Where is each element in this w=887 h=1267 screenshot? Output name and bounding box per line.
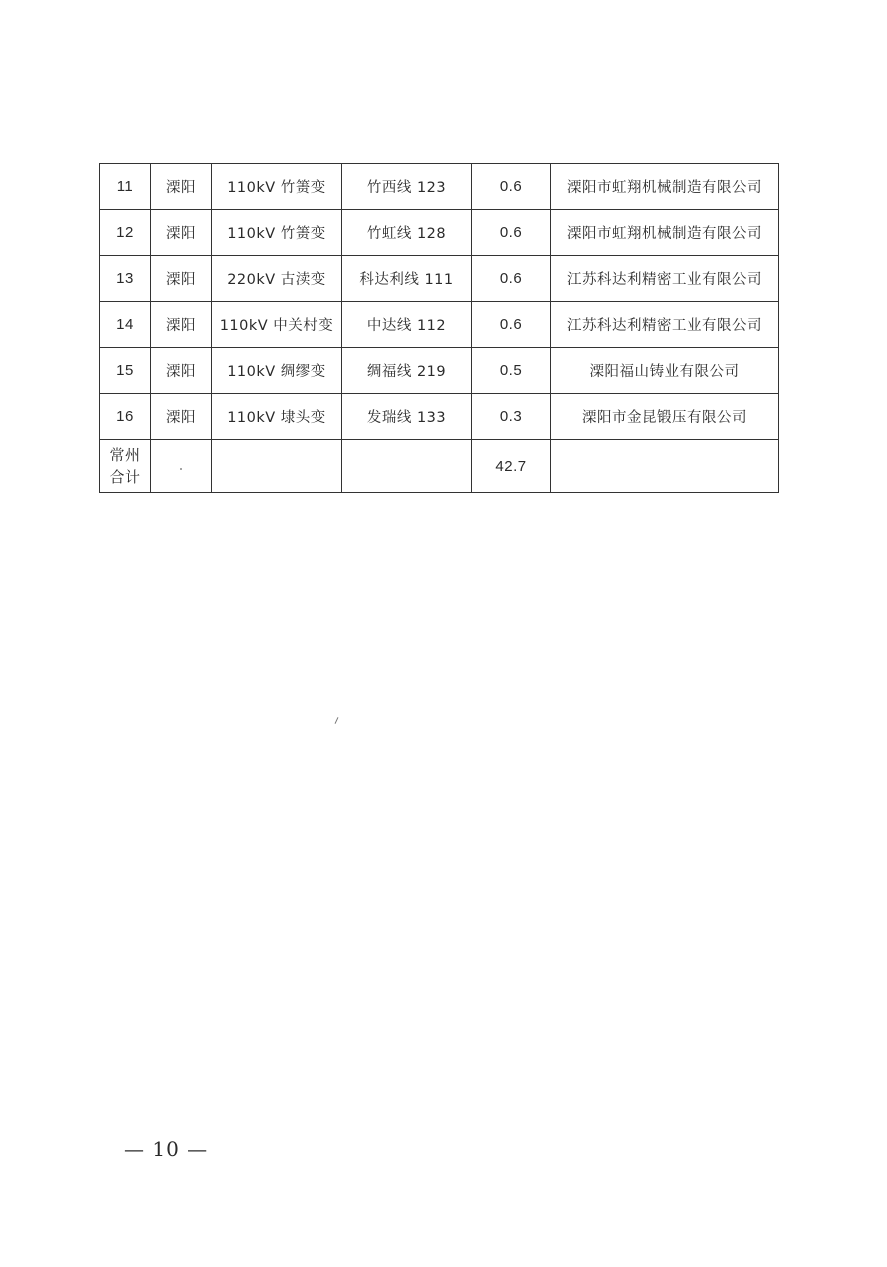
value-cell: 0.6 (472, 164, 551, 210)
total-label-line2: 合计 (109, 468, 141, 486)
substation-cell: 110kV 埭头变 (212, 394, 342, 440)
substation-cell: 220kV 古渎变 (212, 256, 342, 302)
value-cell: 0.3 (472, 394, 551, 440)
page-number: — 10 — (124, 1137, 209, 1161)
empty-area-cell (151, 440, 212, 493)
area-cell: 溧阳 (151, 164, 212, 210)
line-cell: 中达线 112 (342, 302, 472, 348)
substation-cell: 110kV 中关村变 (212, 302, 342, 348)
row-number: 16 (100, 394, 151, 440)
line-cell: 发瑞线 133 (342, 394, 472, 440)
line-cell: 绸福线 219 (342, 348, 472, 394)
company-cell: 溧阳市金昆锻压有限公司 (551, 394, 779, 440)
area-cell: 溧阳 (151, 348, 212, 394)
table-row (100, 210, 779, 256)
area-cell: 溧阳 (151, 256, 212, 302)
total-label (100, 440, 151, 493)
total-value: 42.7 (472, 440, 551, 493)
table-row (100, 164, 779, 210)
row-number: 14 (100, 302, 151, 348)
empty-line-cell (342, 440, 472, 493)
substation-cell: 110kV 竹箦变 (212, 210, 342, 256)
value-cell: 0.6 (472, 210, 551, 256)
row-number: 13 (100, 256, 151, 302)
area-cell: 溧阳 (151, 210, 212, 256)
table-row (100, 394, 779, 440)
company-cell: 溧阳福山铸业有限公司 (551, 348, 779, 394)
table-row (100, 348, 779, 394)
substation-cell: 110kV 绸缪变 (212, 348, 342, 394)
value-cell: 0.6 (472, 256, 551, 302)
scan-artifact (335, 717, 339, 724)
line-cell: 科达利线 111 (342, 256, 472, 302)
table-row (100, 256, 779, 302)
total-row (100, 440, 779, 493)
row-number: 11 (100, 164, 151, 210)
row-number: 15 (100, 348, 151, 394)
row-number: 12 (100, 210, 151, 256)
empty-company-cell (551, 440, 779, 493)
area-cell: 溧阳 (151, 302, 212, 348)
company-cell: 溧阳市虹翔机械制造有限公司 (551, 164, 779, 210)
scan-dot (180, 468, 182, 470)
substation-cell: 110kV 竹箦变 (212, 164, 342, 210)
company-cell: 江苏科达利精密工业有限公司 (551, 302, 779, 348)
company-cell: 江苏科达利精密工业有限公司 (551, 256, 779, 302)
data-table (99, 163, 779, 493)
company-cell: 溧阳市虹翔机械制造有限公司 (551, 210, 779, 256)
value-cell: 0.5 (472, 348, 551, 394)
area-cell: 溧阳 (151, 394, 212, 440)
line-cell: 竹西线 123 (342, 164, 472, 210)
line-cell: 竹虹线 128 (342, 210, 472, 256)
table-row (100, 302, 779, 348)
empty-substation-cell (212, 440, 342, 493)
total-label-line1: 常州 (109, 446, 141, 464)
value-cell: 0.6 (472, 302, 551, 348)
